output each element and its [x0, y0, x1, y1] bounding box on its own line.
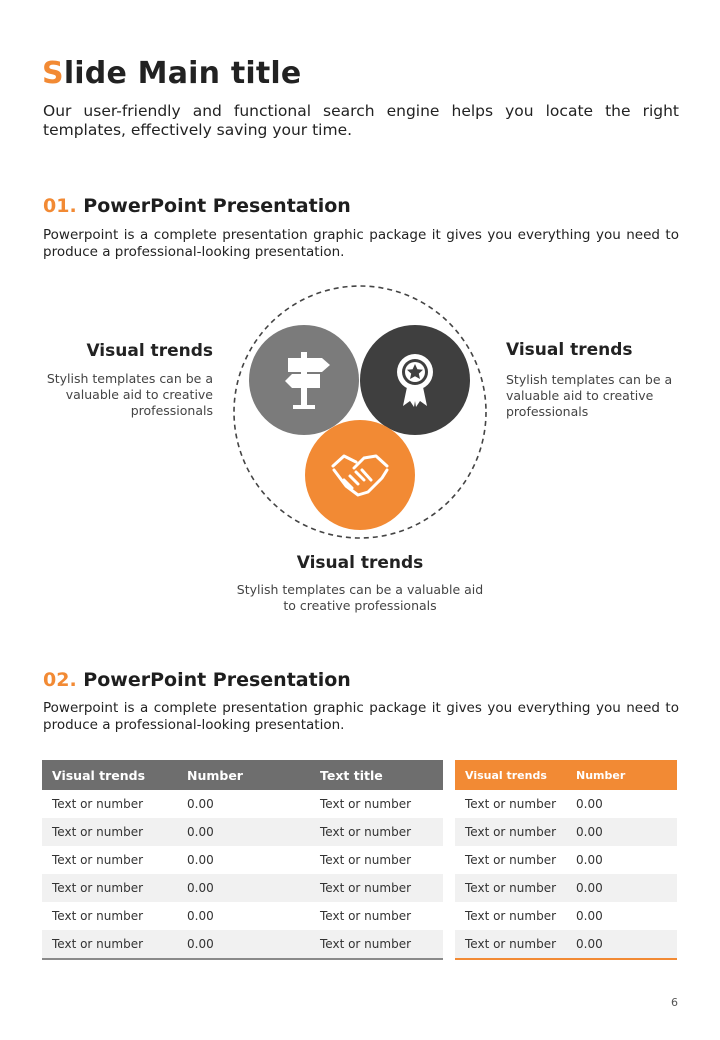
table-row — [455, 930, 677, 959]
title-first-letter: S — [42, 56, 64, 91]
table-row — [455, 902, 677, 930]
section2-text: Powerpoint is a complete presentation graphic package it gives you everything you need to produce a professional-looking presentation. — [43, 700, 679, 733]
table-cell: Text or number — [320, 853, 412, 867]
bottom-trend-text: Stylish templates can be a valuable aid to creative professionals — [236, 582, 484, 613]
table-row — [455, 846, 677, 874]
table-cell: Text or number — [310, 930, 443, 959]
diagram-right-block — [506, 340, 681, 420]
page-subtitle: Our user-friendly and functional search engine helps you locate the right templates, effectively saving your time. — [43, 102, 679, 139]
table-header-cell: Text title — [310, 760, 443, 790]
table-cell: 0.00 — [177, 930, 310, 959]
table-cell: Text or number — [455, 930, 566, 959]
table-cell: 0.00 — [187, 909, 214, 923]
left-trend-title: Visual trends — [86, 341, 213, 361]
table-cell: Text or number — [320, 797, 412, 811]
section1-text: Powerpoint is a complete presentation graphic package it gives you everything you need to produce a professional-looking presentation. — [43, 227, 679, 260]
right-trend-text: Stylish templates can be a valuable aid to creative professionals — [506, 372, 673, 419]
table-header-cell: Number — [177, 760, 310, 790]
section1-number: 01. — [43, 195, 77, 217]
table-cell: Text or number — [42, 874, 177, 902]
right-trend-title: Visual trends — [506, 340, 633, 360]
table-cell: Text or number — [310, 874, 443, 902]
table-cell: 0.00 — [177, 818, 310, 846]
table-cell: 0.00 — [187, 797, 214, 811]
table-cell: Text or number — [465, 797, 557, 811]
table-row — [42, 818, 443, 846]
table-header-cell: Visual trends — [42, 760, 177, 790]
table-cell: Text or number — [465, 853, 557, 867]
table-cell: Text or number — [42, 930, 177, 959]
table-row — [42, 902, 443, 930]
table-row — [42, 846, 443, 874]
bottom-trend-title: Visual trends — [296, 553, 424, 573]
data-table-gray — [42, 760, 443, 960]
diagram-left-block — [43, 341, 213, 419]
title-rest: lide Main title — [63, 56, 302, 91]
section2-heading — [43, 669, 351, 691]
table-cell: Text or number — [52, 853, 144, 867]
table-row — [42, 874, 443, 902]
table-header-cell: Visual trends — [455, 760, 566, 790]
table-cell: Text or number — [455, 874, 566, 902]
page-number: 6 — [671, 996, 678, 1009]
section2-number: 02. — [43, 669, 77, 691]
table-cell: Text or number — [465, 909, 557, 923]
table-cell: 0.00 — [576, 797, 603, 811]
table-cell: Text or number — [320, 909, 412, 923]
table-header-cell: Number — [566, 760, 677, 790]
table-row — [42, 790, 443, 818]
table-cell: 0.00 — [566, 818, 677, 846]
table-cell: 0.00 — [576, 909, 603, 923]
table-header-row — [42, 760, 443, 790]
table-cell: Text or number — [42, 818, 177, 846]
table-cell: 0.00 — [566, 930, 677, 959]
table-row — [455, 790, 677, 818]
table-cell: Text or number — [455, 818, 566, 846]
section2-title: PowerPoint Presentation — [83, 669, 351, 691]
table-cell: Text or number — [310, 818, 443, 846]
left-trend-text: Stylish templates can be a valuable aid to creative professionals — [46, 371, 213, 418]
table-cell: 0.00 — [177, 874, 310, 902]
section1-title: PowerPoint Presentation — [83, 195, 351, 217]
data-table-orange — [455, 760, 677, 960]
table-cell: 0.00 — [576, 853, 603, 867]
table-cell: 0.00 — [187, 853, 214, 867]
diagram-bottom-block — [230, 553, 490, 614]
table-row — [455, 818, 677, 846]
table-cell: Text or number — [52, 909, 144, 923]
table-cell: Text or number — [52, 797, 144, 811]
table-header-row — [455, 760, 677, 790]
table-row — [42, 930, 443, 959]
table-cell: 0.00 — [566, 874, 677, 902]
table-row — [455, 874, 677, 902]
